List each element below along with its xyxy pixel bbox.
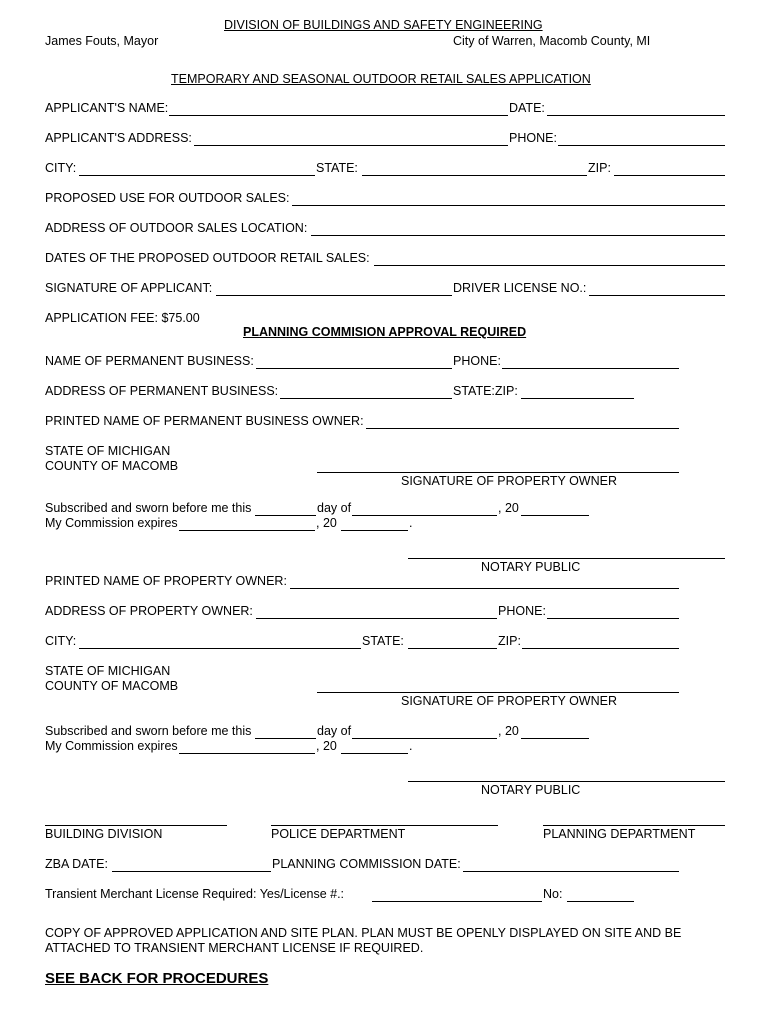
- day-of-label-2: day of: [317, 724, 352, 738]
- sworn-day-field-1[interactable]: [255, 515, 316, 516]
- property-owner-phone-label: PHONE:: [498, 604, 546, 618]
- date-label: DATE:: [509, 101, 545, 115]
- sales-location-field[interactable]: [311, 235, 725, 236]
- application-fee: APPLICATION FEE: $75.00: [45, 311, 200, 325]
- driver-license-field[interactable]: [589, 295, 725, 296]
- mayor-name: James Fouts, Mayor: [45, 34, 159, 48]
- sworn-label-1: Subscribed and sworn before me this: [45, 501, 252, 515]
- property-owner-city-field[interactable]: [79, 648, 361, 649]
- sales-dates-label: DATES OF THE PROPOSED OUTDOOR RETAIL SALES:: [45, 251, 370, 265]
- permanent-business-owner-field[interactable]: [366, 428, 679, 429]
- state-of-michigan-1: STATE OF MICHIGAN: [45, 444, 171, 458]
- property-owner-name-field[interactable]: [290, 588, 679, 589]
- city-name: City of Warren, Macomb County, MI: [453, 34, 651, 48]
- property-owner-city-label: CITY:: [45, 634, 77, 648]
- state-label: STATE:: [316, 161, 358, 175]
- transient-license-no-label: No:: [543, 887, 563, 901]
- applicant-name-field[interactable]: [169, 115, 508, 116]
- building-division-label: BUILDING DIVISION: [45, 827, 163, 841]
- sworn-label-2: Subscribed and sworn before me this: [45, 724, 252, 738]
- planning-commission-date-field[interactable]: [463, 871, 679, 872]
- commission-expires-label-2: My Commission expires: [45, 739, 178, 753]
- commission-expires-field-2[interactable]: [179, 753, 315, 754]
- sworn-month-field-1[interactable]: [352, 515, 497, 516]
- notice-line-2: ATTACHED TO TRANSIENT MERCHANT LICENSE IF REQUIRED.: [45, 941, 424, 955]
- county-of-macomb-1: COUNTY OF MACOMB: [45, 459, 179, 473]
- property-owner-signature-label-2: SIGNATURE OF PROPERTY OWNER: [401, 694, 617, 708]
- permanent-business-owner-label: PRINTED NAME OF PERMANENT BUSINESS OWNER:: [45, 414, 364, 428]
- state-field[interactable]: [362, 175, 587, 176]
- permanent-business-address-field[interactable]: [280, 398, 452, 399]
- notary-public-label-1: NOTARY PUBLIC: [481, 560, 581, 574]
- applicant-signature-label: SIGNATURE OF APPLICANT:: [45, 281, 213, 295]
- city-label: CITY:: [45, 161, 77, 175]
- commission-year-field-1[interactable]: [341, 530, 408, 531]
- property-owner-signature-field-2[interactable]: [317, 692, 679, 693]
- commission-expires-label-1: My Commission expires: [45, 516, 178, 530]
- period-2: .: [409, 739, 413, 753]
- zip-label: ZIP:: [588, 161, 611, 175]
- proposed-use-label: PROPOSED USE FOR OUTDOOR SALES:: [45, 191, 290, 205]
- property-owner-address-label: ADDRESS OF PROPERTY OWNER:: [45, 604, 253, 618]
- state-of-michigan-2: STATE OF MICHIGAN: [45, 664, 171, 678]
- planning-department-label: PLANNING DEPARTMENT: [543, 827, 696, 841]
- permanent-business-state-zip-field[interactable]: [521, 398, 634, 399]
- day-of-label-1: day of: [317, 501, 352, 515]
- year-label-2: , 20: [498, 724, 519, 738]
- sworn-month-field-2[interactable]: [352, 738, 497, 739]
- period-1: .: [409, 516, 413, 530]
- property-owner-state-label: STATE:: [362, 634, 404, 648]
- sales-dates-field[interactable]: [374, 265, 725, 266]
- driver-license-label: DRIVER LICENSE NO.:: [453, 281, 587, 295]
- property-owner-zip-field[interactable]: [522, 648, 679, 649]
- sales-location-label: ADDRESS OF OUTDOOR SALES LOCATION:: [45, 221, 308, 235]
- notary-public-label-2: NOTARY PUBLIC: [481, 783, 581, 797]
- zip-field[interactable]: [614, 175, 725, 176]
- transient-license-no-field[interactable]: [567, 901, 634, 902]
- sworn-day-field-2[interactable]: [255, 738, 316, 739]
- phone-field[interactable]: [558, 145, 725, 146]
- notice-line-1: COPY OF APPROVED APPLICATION AND SITE PLAN. PLAN MUST BE OPENLY DISPLAYED ON SITE AND BE: [45, 926, 682, 940]
- transient-license-label: Transient Merchant License Required: Yes/License #.:: [45, 887, 345, 901]
- notary-signature-field-1[interactable]: [408, 558, 725, 559]
- property-owner-signature-label-1: SIGNATURE OF PROPERTY OWNER: [401, 474, 617, 488]
- planning-department-signature-field[interactable]: [543, 825, 725, 826]
- building-division-signature-field[interactable]: [45, 825, 227, 826]
- commission-expires-field-1[interactable]: [179, 530, 315, 531]
- sworn-year-field-2[interactable]: [521, 738, 589, 739]
- county-of-macomb-2: COUNTY OF MACOMB: [45, 679, 179, 693]
- commission-year-field-2[interactable]: [341, 753, 408, 754]
- division-title: DIVISION OF BUILDINGS AND SAFETY ENGINEERING: [224, 18, 543, 32]
- permanent-business-phone-field[interactable]: [502, 368, 679, 369]
- date-field[interactable]: [547, 115, 725, 116]
- form-title: TEMPORARY AND SEASONAL OUTDOOR RETAIL SALES APPLICATION: [171, 72, 591, 86]
- transient-license-number-field[interactable]: [372, 901, 542, 902]
- notary-signature-field-2[interactable]: [408, 781, 725, 782]
- proposed-use-field[interactable]: [292, 205, 725, 206]
- sworn-year-field-1[interactable]: [521, 515, 589, 516]
- property-owner-signature-field-1[interactable]: [317, 472, 679, 473]
- permanent-business-name-field[interactable]: [256, 368, 452, 369]
- phone-label: PHONE:: [509, 131, 557, 145]
- year-label-1: , 20: [498, 501, 519, 515]
- permanent-business-phone-label: PHONE:: [453, 354, 501, 368]
- property-owner-phone-field[interactable]: [547, 618, 679, 619]
- property-owner-name-label: PRINTED NAME OF PROPERTY OWNER:: [45, 574, 287, 588]
- police-department-label: POLICE DEPARTMENT: [271, 827, 406, 841]
- applicant-name-label: APPLICANT'S NAME:: [45, 101, 169, 115]
- applicant-address-field[interactable]: [194, 145, 508, 146]
- property-owner-zip-label: ZIP:: [498, 634, 521, 648]
- zba-date-field[interactable]: [112, 871, 271, 872]
- permanent-business-state-zip-label: STATE:ZIP:: [453, 384, 518, 398]
- city-field[interactable]: [79, 175, 315, 176]
- approval-notice: PLANNING COMMISION APPROVAL REQUIRED: [243, 325, 527, 339]
- zba-date-label: ZBA DATE:: [45, 857, 108, 871]
- property-owner-address-field[interactable]: [256, 618, 497, 619]
- permanent-business-name-label: NAME OF PERMANENT BUSINESS:: [45, 354, 254, 368]
- commission-year-label-1: , 20: [316, 516, 337, 530]
- commission-year-label-2: , 20: [316, 739, 337, 753]
- planning-commission-date-label: PLANNING COMMISSION DATE:: [272, 857, 461, 871]
- permanent-business-address-label: ADDRESS OF PERMANENT BUSINESS:: [45, 384, 279, 398]
- applicant-address-label: APPLICANT'S ADDRESS:: [45, 131, 192, 145]
- applicant-signature-field[interactable]: [216, 295, 452, 296]
- police-department-signature-field[interactable]: [271, 825, 498, 826]
- property-owner-state-field[interactable]: [408, 648, 497, 649]
- see-back-notice: SEE BACK FOR PROCEDURES: [45, 970, 269, 987]
